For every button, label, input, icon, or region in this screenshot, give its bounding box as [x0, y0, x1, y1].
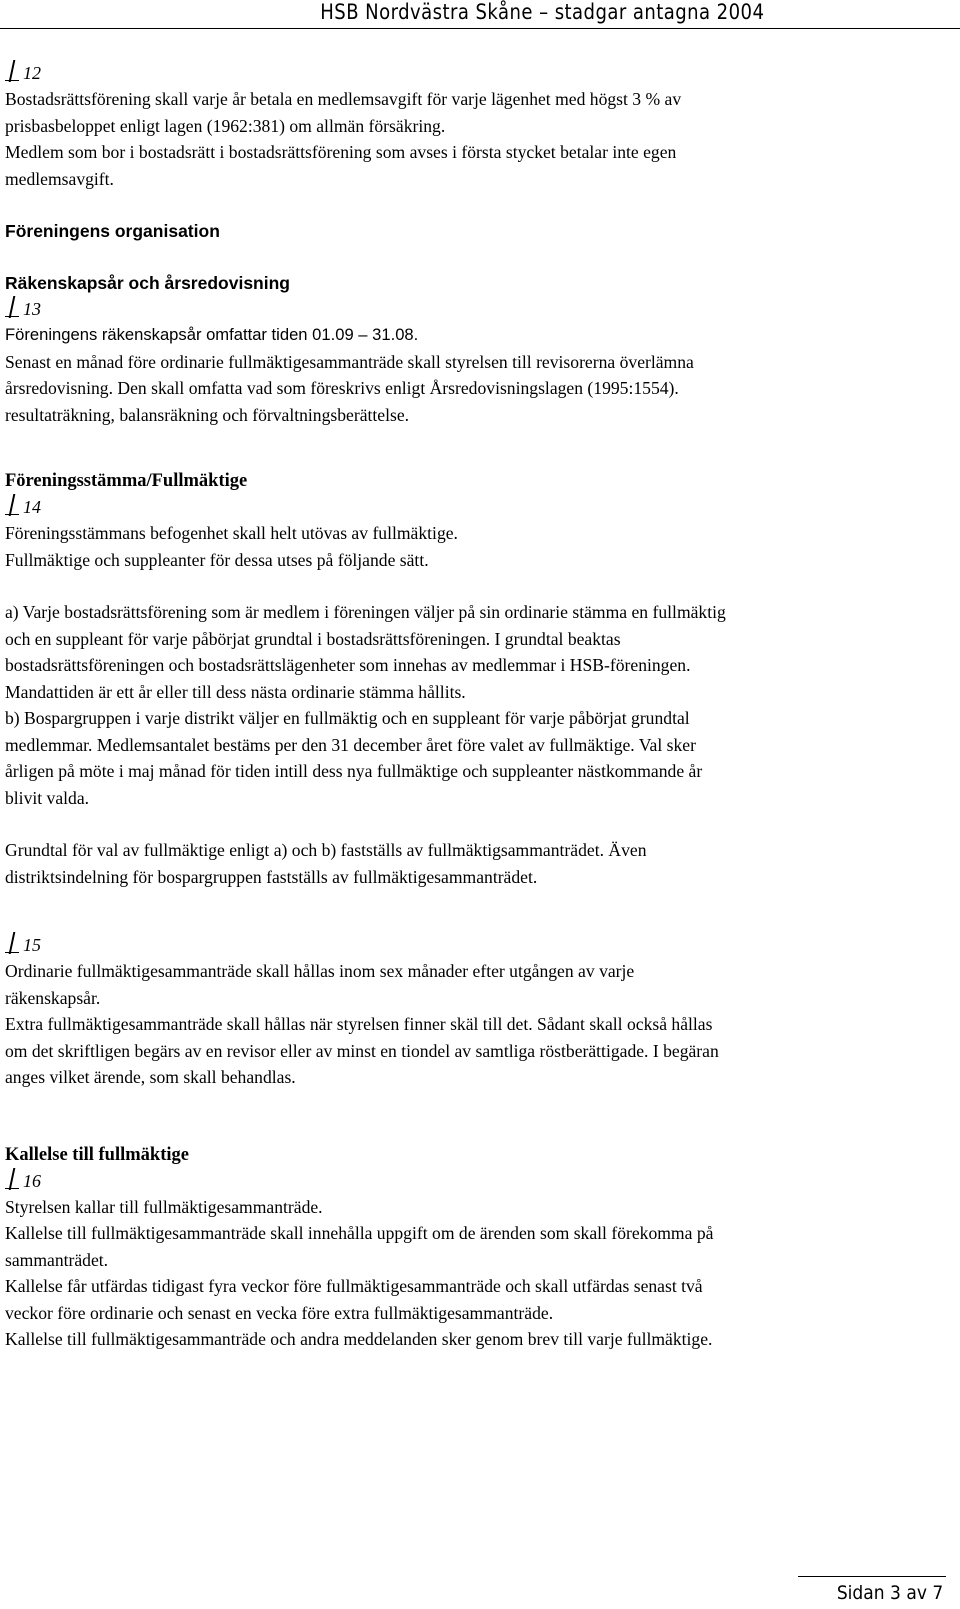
- section-sign-icon: [5, 73, 19, 81]
- paragraph-line: Kallelse till fullmäktigesammanträde skall innehålla uppgift om de ärenden som skall förekomma på: [5, 1223, 714, 1243]
- paragraph-line: Bostadsrättsförening skall varje år betala en medlemsavgift för varje lägenhet med högst 3 % av: [5, 89, 682, 109]
- section-sign-icon: [5, 1181, 19, 1189]
- section-13-marker: [5, 296, 950, 322]
- paragraph-line: medlemsavgift.: [5, 168, 114, 189]
- paragraph-line: resultaträkning, balansräkning och förvaltningsberättelse.: [5, 404, 410, 425]
- paragraph-line: om det skriftligen begärs av en revisor eller av minst en tiondel av samtliga röstberättigade. I begäran: [5, 1040, 719, 1061]
- paragraph-line: sammanträdet.: [5, 1249, 109, 1270]
- paragraph-line: Senast en månad före ordinarie fullmäktigesammanträde skall styrelsen till revisorerna överlämna: [5, 351, 694, 372]
- paragraph-line: Medlem som bor i bostadsrätt i bostadsrättsförening som avses i första stycket betalar inte egen: [5, 142, 677, 162]
- section-15-marker: [5, 932, 950, 958]
- paragraph-line: prisbasbeloppet enligt lagen (1962:381) om allmän försäkring.: [5, 115, 446, 136]
- section-sign-icon: [5, 945, 19, 953]
- paragraph-line: och en suppleant för varje påbörjat grundtal i bostadsrättsföreningen. I grundtal beaktas: [5, 628, 621, 649]
- paragraph-line: räkenskapsår.: [5, 987, 101, 1008]
- paragraph-line: årsredovisning. Den skall omfatta vad som föreskrivs enligt Årsredovisningslagen (1995:1554).: [5, 378, 679, 398]
- section-number: 15: [23, 935, 41, 955]
- heading-rakenskapsar: Räkenskapsår och årsredovisning: [5, 273, 290, 293]
- section-16-marker: [5, 1168, 950, 1194]
- section-number: 14: [23, 497, 41, 517]
- paragraph-line: distriktsindelning för bospargruppen fastställs av fullmäktigesammanträdet.: [5, 866, 538, 887]
- section-sign-icon: [5, 507, 19, 515]
- paragraph-line: bostadsrättsföreningen och bostadsrättslägenheter som innehas av medlemmar i HSB-föreningen.: [5, 655, 691, 675]
- paragraph-line: Kallelse får utfärdas tidigast fyra veckor före fullmäktigesammanträde och skall utfärdas senast två: [5, 1276, 703, 1296]
- paragraph-line: Styrelsen kallar till fullmäktigesammanträde.: [5, 1196, 323, 1217]
- paragraph-line: anges vilket ärende, som skall behandlas.: [5, 1067, 296, 1087]
- paragraph-line: Extra fullmäktigesammanträde skall hållas när styrelsen finner skäl till det. Sådant skall också hållas: [5, 1014, 713, 1034]
- section-14-marker: [5, 494, 950, 520]
- paragraph-line: årligen på möte i maj månad för tiden intill dess nya fullmäktige och suppleanter nästkommande år: [5, 761, 703, 781]
- section-12-marker: [5, 60, 950, 86]
- paragraph-line: blivit valda.: [5, 787, 90, 808]
- paragraph-line: Grundtal för val av fullmäktige enligt a) och b) fastställs av fullmäktigsammanträdet. Även: [5, 840, 647, 860]
- page-footer: [798, 1576, 946, 1609]
- page-header: [0, 0, 960, 29]
- paragraph-line: Kallelse till fullmäktigesammanträde och andra meddelanden sker genom brev till varje fullmäktige.: [5, 1329, 713, 1349]
- heading-kallelse: Kallelse till fullmäktige: [5, 1144, 189, 1165]
- document-body: [5, 60, 950, 1353]
- paragraph-line: Ordinarie fullmäktigesammanträde skall hållas inom sex månader efter utgången av varje: [5, 961, 635, 981]
- section-number: 12: [23, 63, 41, 83]
- section-number: 13: [23, 299, 41, 319]
- heading-organisation: Föreningens organisation: [5, 221, 220, 241]
- paragraph-line: Föreningens räkenskapsår omfattar tiden 01.09 – 31.08.: [5, 325, 419, 344]
- paragraph-line: medlemmar. Medlemsantalet bestäms per den 31 december året före valet av fullmäktige. Val sker: [5, 734, 696, 755]
- paragraph-line: Fullmäktige och suppleanter för dessa utses på följande sätt.: [5, 549, 429, 570]
- section-number: 16: [23, 1170, 41, 1191]
- paragraph-line: b) Bospargruppen i varje distrikt väljer en fullmäktig och en suppleant för varje påbörjat grundtal: [5, 708, 690, 728]
- paragraph-line: veckor före ordinarie och senast en vecka före extra fullmäktigesammanträde.: [5, 1302, 554, 1323]
- paragraph-line: Föreningsstämmans befogenhet skall helt utövas av fullmäktige.: [5, 523, 458, 543]
- heading-foreningsstamma: Föreningsstämma/Fullmäktige: [5, 471, 248, 491]
- paragraph-line: a) Varje bostadsrättsförening som är medlem i föreningen väljer på sin ordinarie stämma en fullmäktig: [5, 602, 726, 622]
- paragraph-line: Mandattiden är ett år eller till dess nästa ordinarie stämma hållits.: [5, 681, 466, 702]
- section-sign-icon: [5, 309, 19, 317]
- page-number: Sidan 3 av 7: [836, 1582, 943, 1604]
- document-title: HSB Nordvästra Skåne – stadgar antagna 2004: [319, 0, 764, 24]
